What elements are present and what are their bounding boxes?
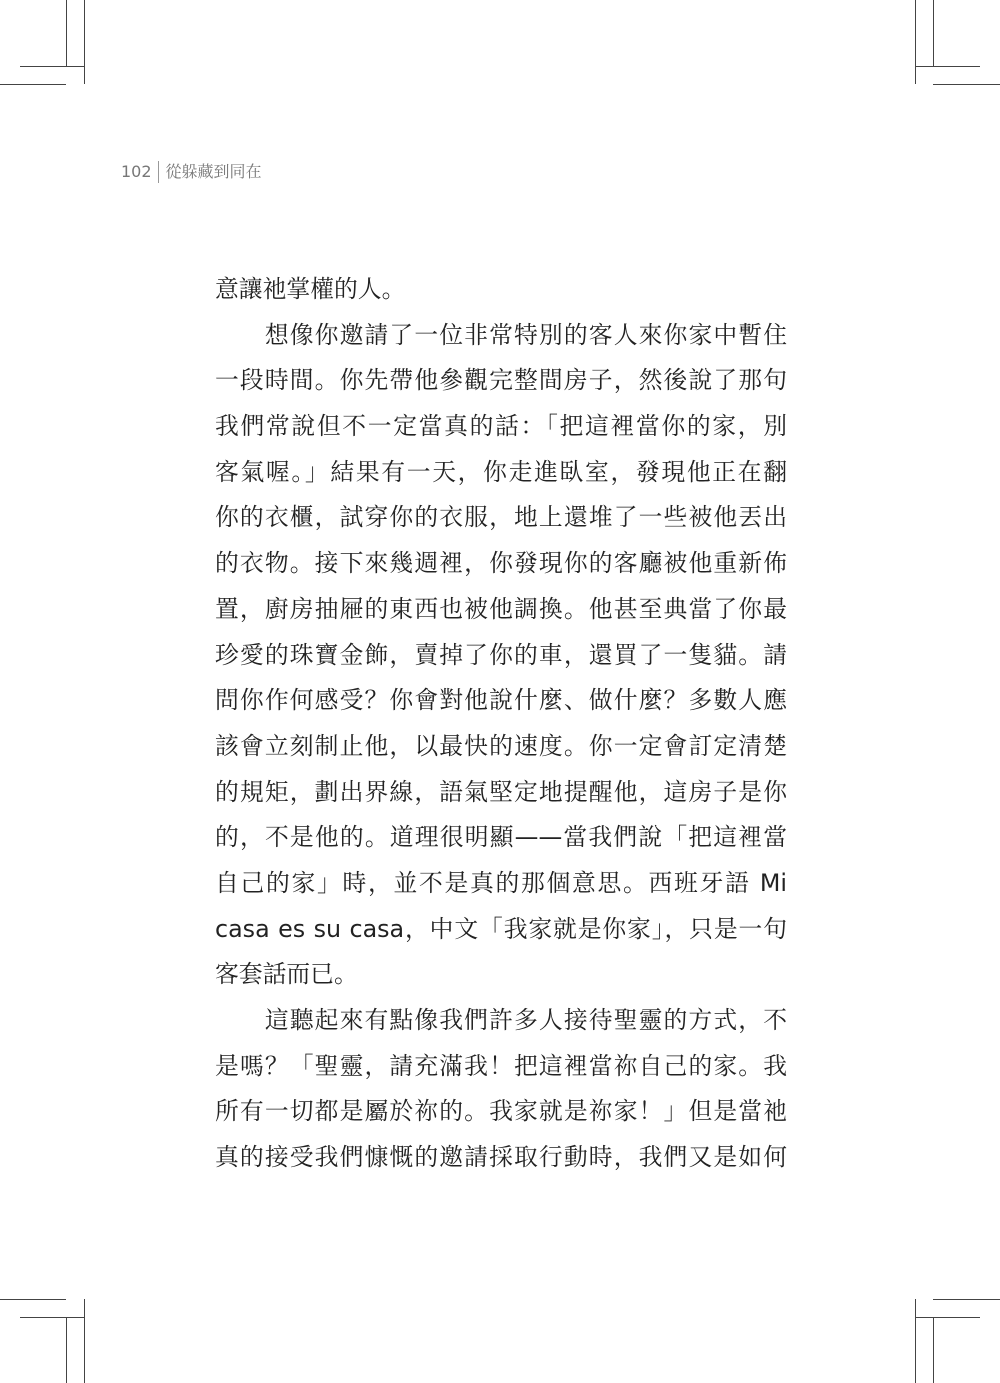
text-line: 置，廚房抽屜的東西也被他調換。他甚至典當了你最 <box>215 594 787 623</box>
text-line: casa es su casa，中文「我家就是你家」，只是一句 <box>215 914 787 943</box>
crop-mark-bottom-left-horizontal <box>20 1317 84 1318</box>
text-line: 該會立刻制止他，以最快的速度。你一定會訂定清楚 <box>215 731 787 760</box>
crop-mark-bottom-left-vertical <box>84 1299 85 1383</box>
crop-mark-bottom-left-inner-vertical <box>66 1317 67 1383</box>
crop-mark-bottom-right-vertical <box>915 1299 916 1383</box>
running-head <box>121 160 262 184</box>
text-line: 意讓祂掌權的人。 <box>215 275 406 303</box>
crop-mark-bottom-right-horizontal <box>915 1317 980 1318</box>
text-line: 問你作何感受？你會對他說什麼、做什麼？多數人應 <box>215 686 787 715</box>
book-title: 從躲藏到同在 <box>165 162 262 181</box>
text-line: 的衣物。接下來幾週裡，你發現你的客廳被他重新佈 <box>215 549 787 578</box>
text-line: 的，不是他的。道理很明顯——當我們說「把這裡當 <box>215 823 787 852</box>
crop-mark-top-right-horizontal <box>915 66 980 67</box>
text-line: 這聽起來有點像我們許多人接待聖靈的方式，不 <box>215 1006 787 1034</box>
text-line: 是嗎？「聖靈，請充滿我！把這裡當祢自己的家。我 <box>215 1051 787 1080</box>
text-line: 客氣喔。」結果有一天，你走進臥室，發現他正在翻 <box>215 457 787 486</box>
text-line: 我們常說但不一定當真的話：「把這裡當你的家，別 <box>215 412 787 441</box>
body-text <box>215 267 787 1181</box>
crop-mark-top-left-horizontal <box>20 66 84 67</box>
text-line: 真的接受我們慷慨的邀請採取行動時，我們又是如何 <box>215 1143 787 1172</box>
crop-mark-top-left-inner-horizontal <box>0 84 66 85</box>
crop-mark-bottom-right-inner-vertical <box>933 1317 934 1383</box>
crop-mark-top-right-vertical <box>915 0 916 84</box>
text-line: 你的衣櫃，試穿你的衣服，地上還堆了一些被他丟出 <box>215 503 787 532</box>
page-number: 102 <box>121 162 152 181</box>
running-head-divider <box>158 161 159 183</box>
crop-mark-top-left-inner-vertical <box>66 0 67 66</box>
crop-mark-bottom-left-inner-horizontal <box>0 1299 66 1300</box>
text-line: 所有一切都是屬於祢的。我家就是祢家！」但是當祂 <box>215 1097 787 1126</box>
crop-mark-top-right-inner-horizontal <box>933 84 1000 85</box>
text-line: 的規矩，劃出界線，語氣堅定地提醒他，這房子是你 <box>215 777 787 806</box>
text-line: 想像你邀請了一位非常特別的客人來你家中暫住 <box>215 320 787 349</box>
text-line: 客套話而已。 <box>215 960 358 989</box>
text-line: 一段時間。你先帶他參觀完整間房子，然後說了那句 <box>215 366 787 395</box>
crop-mark-top-right-inner-vertical <box>933 0 934 66</box>
text-line: 自己的家」時，並不是真的那個意思。西班牙語 Mi <box>215 868 787 897</box>
text-line: 珍愛的珠寶金飾，賣掉了你的車，還買了一隻貓。請 <box>215 640 787 669</box>
crop-mark-top-left-vertical <box>84 0 85 84</box>
crop-mark-bottom-right-inner-horizontal <box>933 1299 1000 1300</box>
